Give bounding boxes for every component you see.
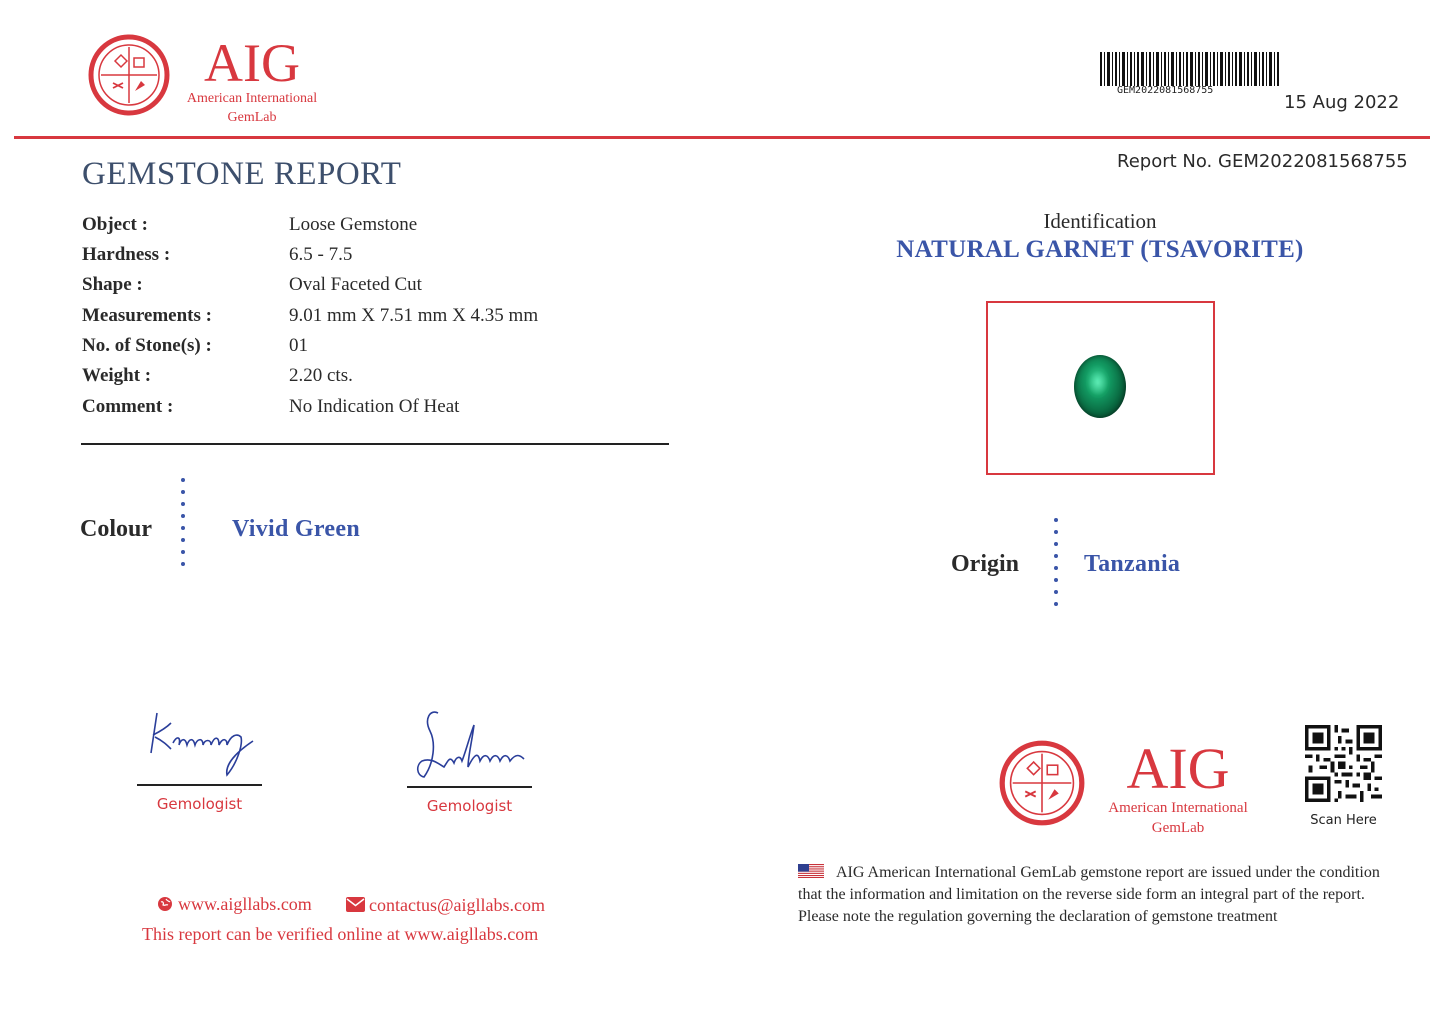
globe-icon bbox=[157, 896, 173, 912]
signature-line-2 bbox=[407, 786, 532, 788]
spec-value: Loose Gemstone bbox=[289, 214, 418, 235]
logo-line-2: GemLab bbox=[1151, 820, 1205, 837]
verification-notice: This report can be verified online at www.aigllabs.com bbox=[142, 924, 539, 944]
envelope-icon bbox=[346, 897, 365, 912]
barcode-icon bbox=[1100, 52, 1280, 86]
signature-2 bbox=[410, 705, 535, 785]
identification-value: NATURAL GARNET (TSAVORITE) bbox=[896, 236, 1304, 263]
colour-dotted-divider bbox=[181, 478, 186, 573]
spec-value: Oval Faceted Cut bbox=[289, 274, 422, 295]
spec-value: No Indication Of Heat bbox=[289, 396, 460, 417]
logo-line-1: American International bbox=[186, 91, 318, 106]
logo-line-1: American International bbox=[1108, 800, 1248, 816]
spec-value: 2.20 cts. bbox=[289, 365, 353, 386]
page-title: GEMSTONE REPORT bbox=[82, 156, 402, 192]
spec-label: Shape : bbox=[82, 274, 143, 295]
qr-caption: Scan Here bbox=[1310, 813, 1377, 828]
spec-label: No. of Stone(s) : bbox=[82, 335, 212, 356]
aig-seal-icon bbox=[87, 33, 171, 117]
gemstone-highlight bbox=[1086, 368, 1110, 398]
identification-label: Identification bbox=[1043, 209, 1157, 233]
report-date: 15 Aug 2022 bbox=[1284, 92, 1400, 113]
barcode-number: GEM2022081568755 bbox=[1117, 85, 1214, 96]
colour-label: Colour bbox=[80, 516, 152, 542]
spec-value: 9.01 mm X 7.51 mm X 4.35 mm bbox=[289, 305, 539, 326]
logo-line-2: GemLab bbox=[227, 109, 277, 125]
origin-value: Tanzania bbox=[1084, 551, 1181, 577]
aig-seal-icon bbox=[998, 739, 1086, 827]
origin-label: Origin bbox=[951, 551, 1020, 577]
logo-wordmark: AIG bbox=[1126, 736, 1230, 801]
qr-code-icon[interactable] bbox=[1305, 725, 1382, 802]
origin-dotted-divider bbox=[1054, 518, 1059, 618]
header-logo bbox=[176, 33, 328, 128]
report-number: Report No. GEM2022081568755 bbox=[1117, 151, 1408, 172]
logo-wordmark: AIG bbox=[204, 33, 300, 93]
website-link[interactable]: www.aigllabs.com bbox=[178, 894, 312, 914]
gemologist-label-1: Gemologist bbox=[156, 795, 243, 813]
disclaimer-text bbox=[798, 862, 1388, 928]
spec-value: 01 bbox=[289, 335, 308, 356]
signature-line-1 bbox=[137, 784, 262, 786]
spec-label: Hardness : bbox=[82, 244, 171, 265]
header-divider bbox=[14, 136, 1430, 139]
footer-logo bbox=[1096, 736, 1260, 839]
spec-divider bbox=[81, 443, 669, 445]
gemologist-label-2: Gemologist bbox=[426, 797, 513, 815]
spec-label: Measurements : bbox=[82, 305, 212, 326]
spec-label: Object : bbox=[82, 214, 148, 235]
spec-label: Weight : bbox=[82, 365, 152, 386]
spec-label: Comment : bbox=[82, 396, 174, 417]
colour-value: Vivid Green bbox=[232, 516, 360, 542]
spec-value: 6.5 - 7.5 bbox=[289, 244, 353, 265]
signature-1 bbox=[145, 705, 265, 780]
email-link[interactable]: contactus@aigllabs.com bbox=[369, 895, 546, 915]
disclaimer-body: AIG American International GemLab gemstone report are issued under the condition that the information and limitation on the reverse side form an integral part of the report. Please note the regulation governing the declaration of gemstone treatment bbox=[798, 864, 1380, 925]
